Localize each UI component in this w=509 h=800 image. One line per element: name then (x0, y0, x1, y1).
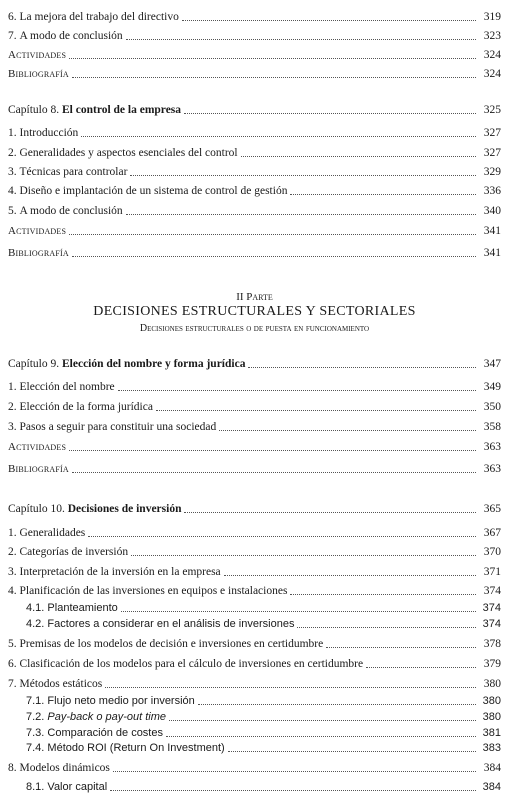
chapter-heading (8, 101, 501, 117)
dot-leader (88, 535, 476, 537)
dot-leader (110, 789, 476, 791)
dot-leader (228, 750, 476, 752)
chapter-heading (8, 500, 501, 516)
toc-entry (8, 8, 501, 24)
entry-number: 5. (8, 205, 17, 217)
entry-title: Modelos dinámicos (19, 762, 110, 774)
entry-number: 6. (8, 11, 17, 23)
toc-subentry (26, 599, 501, 615)
dot-leader (72, 255, 476, 257)
entry-page: 336 (483, 185, 501, 197)
entry-page: 324 (483, 68, 501, 80)
entry-page: 340 (483, 205, 501, 217)
dot-leader (72, 471, 476, 473)
entry-page: 363 (483, 463, 501, 475)
entry-number: 5. (8, 638, 17, 650)
dot-leader (121, 610, 476, 612)
toc-entry (8, 202, 501, 218)
dot-leader (326, 646, 476, 648)
toc-entry (8, 65, 501, 81)
toc-entry (8, 543, 501, 559)
entry-number: 4. (8, 585, 17, 597)
dot-leader (198, 703, 476, 705)
dot-leader (184, 511, 476, 513)
entry-page: 380 (482, 695, 501, 707)
entry-title: Actividades (8, 441, 67, 453)
entry-number: 8. (8, 762, 17, 774)
dot-leader (113, 770, 476, 772)
toc-entry (8, 582, 501, 598)
entry-page: 329 (483, 166, 501, 178)
entry-page: 341 (483, 247, 501, 259)
dot-leader (184, 112, 476, 114)
entry-number: 6. (8, 658, 17, 670)
toc-entry (8, 563, 501, 579)
chapter-label: Capítulo 10. (8, 503, 65, 515)
entry-number: 8.1. (26, 781, 45, 793)
entry-number: 7.1. (26, 695, 45, 707)
entry-title: Técnicas para controlar (19, 166, 128, 178)
entry-title: Generalidades y aspectos esenciales del control (19, 147, 238, 159)
chapter-page: 365 (483, 503, 501, 515)
entry-page: 383 (482, 742, 501, 754)
entry-page: 323 (483, 30, 501, 42)
toc-entry (8, 163, 501, 179)
entry-number: 1. (8, 381, 17, 393)
dot-leader (72, 76, 476, 78)
toc-subentry (26, 778, 501, 794)
dot-leader (81, 135, 476, 137)
toc-entry (8, 144, 501, 160)
toc-entry (8, 124, 501, 140)
entry-page: 363 (483, 441, 501, 453)
entry-page: 378 (483, 638, 501, 650)
entry-title: Planteamiento (47, 602, 118, 614)
entry-title: Comparación de costes (47, 727, 163, 739)
dot-leader (241, 155, 476, 157)
entry-number: 4. (8, 185, 17, 197)
dot-leader (105, 686, 476, 688)
entry-title: Planificación de las inversiones en equipos e instalaciones (19, 585, 288, 597)
dot-leader (224, 574, 476, 576)
chapter-title: Elección del nombre y forma jurídica (62, 358, 246, 370)
toc-entry (8, 460, 501, 476)
entry-number: 7.2. (26, 711, 45, 723)
entry-title: Interpretación de la inversión en la empresa (19, 566, 221, 578)
entry-title: Introducción (19, 127, 79, 139)
dot-leader (69, 57, 476, 59)
entry-title: Categorías de inversión (19, 546, 129, 558)
toc-entry (8, 635, 501, 651)
entry-page: 374 (482, 602, 501, 614)
dot-leader (366, 666, 476, 668)
entry-page: 319 (483, 11, 501, 23)
toc-subentry (26, 692, 501, 708)
chapter-heading (8, 355, 501, 371)
dot-leader (69, 449, 476, 451)
entry-number: 3. (8, 166, 17, 178)
dot-leader (297, 626, 476, 628)
entry-title: Actividades (8, 49, 67, 61)
entry-page: 327 (483, 127, 501, 139)
entry-page: 371 (483, 566, 501, 578)
entry-page: 384 (483, 762, 501, 774)
entry-title: Flujo neto medio por inversión (47, 695, 195, 707)
entry-title: Bibliografía (8, 247, 69, 259)
entry-page: 358 (483, 421, 501, 433)
toc-subentry (26, 724, 501, 740)
entry-number: 2. (8, 401, 17, 413)
toc-entry (8, 398, 501, 414)
entry-page: 384 (482, 781, 501, 793)
entry-page: 349 (483, 381, 501, 393)
toc-subentry (26, 615, 501, 631)
toc-entry (8, 182, 501, 198)
entry-title: La mejora del trabajo del directivo (19, 11, 179, 23)
entry-title: Premisas de los modelos de decisión e inversiones en certidumbre (19, 638, 324, 650)
toc-entry (8, 438, 501, 454)
dot-leader (156, 409, 476, 411)
entry-number: 3. (8, 566, 17, 578)
toc-entry (8, 46, 501, 62)
entry-title: Bibliografía (8, 68, 69, 80)
chapter-page: 325 (483, 104, 501, 116)
entry-number: 2. (8, 147, 17, 159)
dot-leader (182, 19, 476, 21)
toc-subentry (26, 708, 501, 724)
entry-title: Generalidades (19, 527, 86, 539)
entry-page: 380 (483, 678, 501, 690)
entry-number: 7. (8, 30, 17, 42)
dot-leader (166, 735, 476, 737)
entry-page: 350 (483, 401, 501, 413)
chapter-label: Capítulo 8. (8, 104, 60, 116)
entry-title: Método ROI (Return On Investment) (47, 742, 225, 754)
toc-entry (8, 222, 501, 238)
chapter-page: 347 (483, 358, 501, 370)
entry-title: Diseño e implantación de un sistema de control de gestión (19, 185, 288, 197)
chapter-title: El control de la empresa (62, 104, 182, 116)
toc-entry (8, 418, 501, 434)
entry-title: Clasificación de los modelos para el cálculo de inversiones en certidumbre (19, 658, 364, 670)
toc-entry (8, 524, 501, 540)
entry-title: Pay-back o pay-out time (47, 711, 167, 723)
entry-title: Actividades (8, 225, 67, 237)
entry-title: Factores a considerar en el análisis de inversiones (47, 618, 295, 630)
dot-leader (126, 213, 476, 215)
entry-page: 379 (483, 658, 501, 670)
part-subtitle: Decisiones estructurales o de puesta en funcionamiento (139, 323, 370, 334)
entry-title: Elección de la forma jurídica (19, 401, 153, 413)
toc-subentry (26, 739, 501, 755)
entry-title: Métodos estáticos (19, 678, 103, 690)
entry-page: 341 (483, 225, 501, 237)
entry-title: Valor capital (47, 781, 108, 793)
entry-page: 381 (482, 727, 501, 739)
toc-entry (8, 759, 501, 775)
dot-leader (169, 719, 476, 721)
entry-number: 1. (8, 527, 17, 539)
entry-number: 4.1. (26, 602, 45, 614)
entry-page: 367 (483, 527, 501, 539)
toc-entry (8, 655, 501, 671)
entry-title: Bibliografía (8, 463, 69, 475)
chapter-title: Decisiones de inversión (67, 503, 182, 515)
entry-title: A modo de conclusión (19, 205, 123, 217)
entry-page: 380 (482, 711, 501, 723)
toc-entry (8, 27, 501, 43)
toc-entry (8, 378, 501, 394)
part-title: DECISIONES ESTRUCTURALES Y SECTORIALES (93, 304, 416, 319)
entry-page: 374 (482, 618, 501, 630)
dot-leader (290, 593, 476, 595)
entry-page: 374 (483, 585, 501, 597)
part-label: II Parte (236, 291, 273, 303)
dot-leader (130, 174, 476, 176)
dot-leader (69, 233, 476, 235)
chapter-label: Capítulo 9. (8, 358, 60, 370)
entry-title: A modo de conclusión (19, 30, 123, 42)
entry-title: Elección del nombre (19, 381, 115, 393)
entry-number: 3. (8, 421, 17, 433)
toc-entry (8, 244, 501, 260)
entry-number: 7. (8, 678, 17, 690)
entry-number: 7.4. (26, 742, 45, 754)
entry-number: 1. (8, 127, 17, 139)
entry-page: 327 (483, 147, 501, 159)
entry-number: 2. (8, 546, 17, 558)
entry-page: 324 (483, 49, 501, 61)
entry-title: Pasos a seguir para constituir una sociedad (19, 421, 217, 433)
dot-leader (131, 554, 476, 556)
dot-leader (126, 38, 476, 40)
entry-number: 7.3. (26, 727, 45, 739)
entry-page: 370 (483, 546, 501, 558)
dot-leader (219, 429, 476, 431)
toc-entry (8, 675, 501, 691)
dot-leader (290, 193, 476, 195)
dot-leader (118, 389, 476, 391)
dot-leader (248, 366, 476, 368)
entry-number: 4.2. (26, 618, 45, 630)
